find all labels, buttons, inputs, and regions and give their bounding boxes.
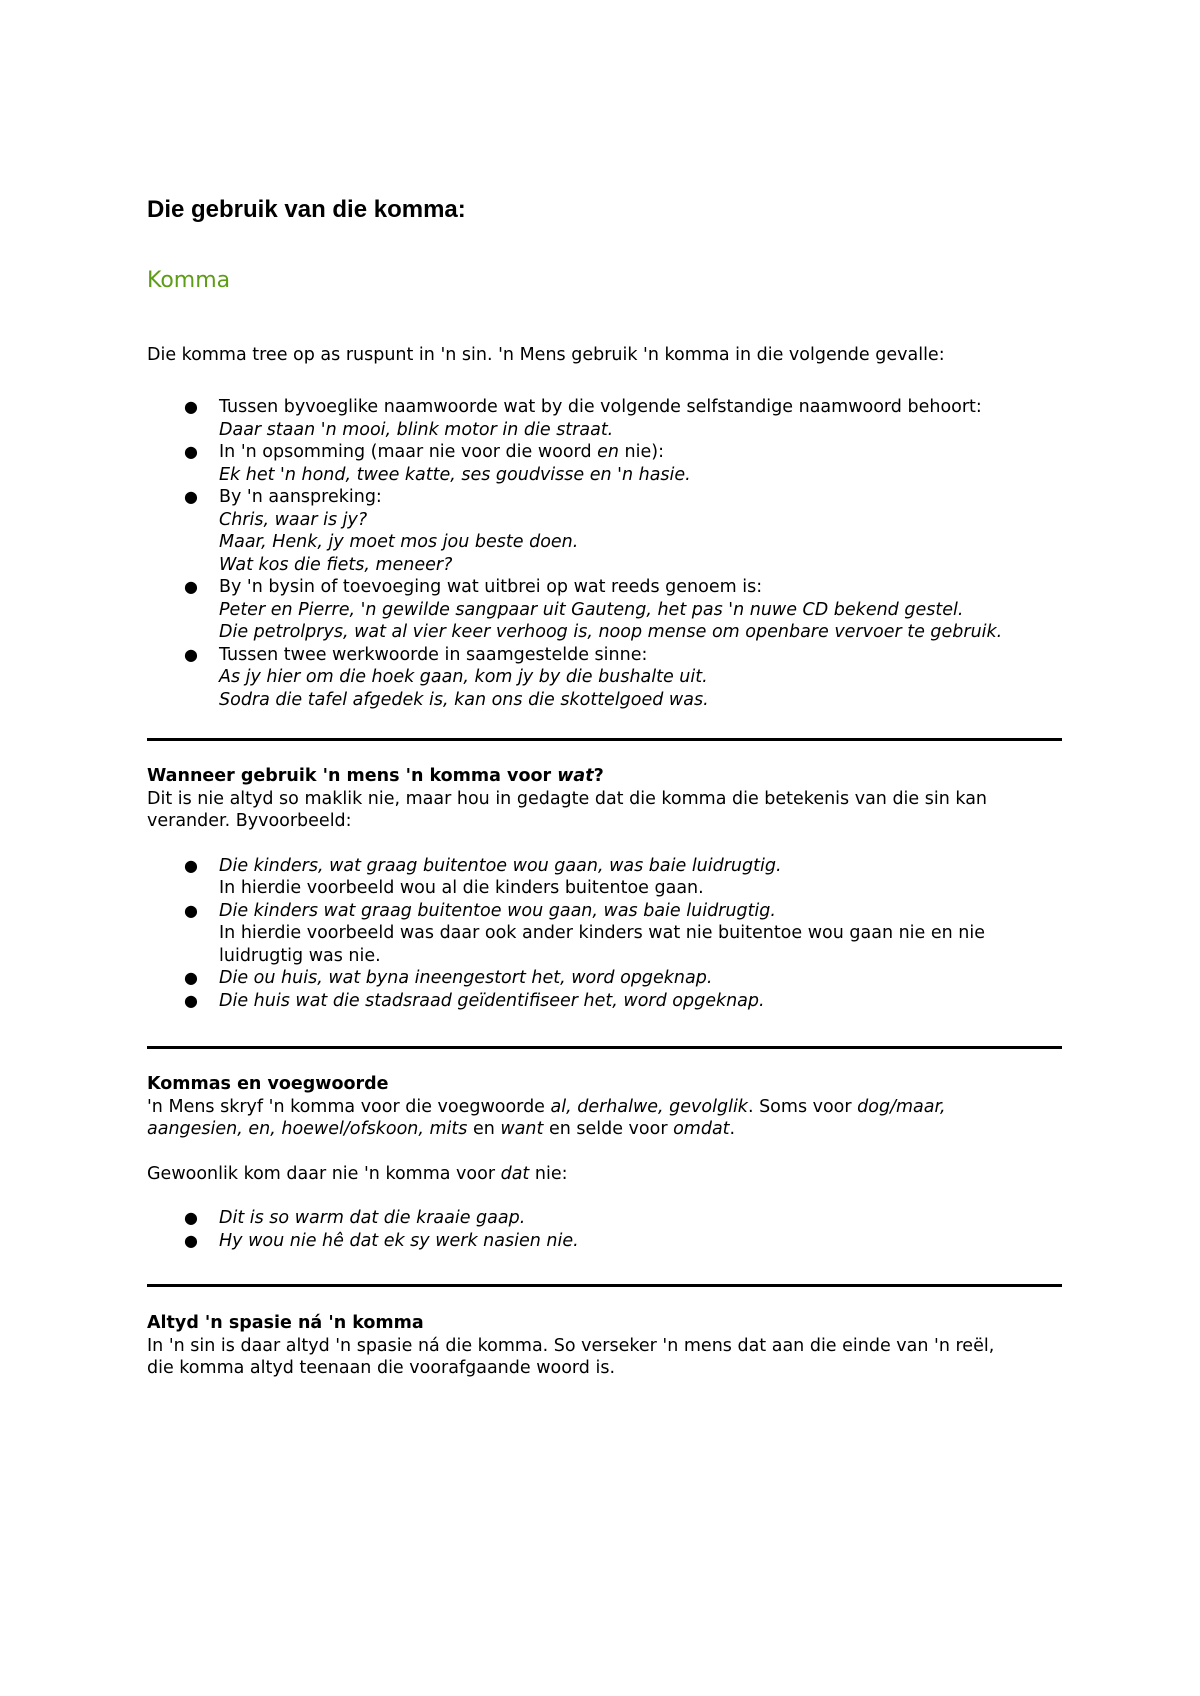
list-item (147, 486, 1062, 576)
emphasis-word: en (597, 442, 619, 462)
example-sentence: Maar, Henk, jy moet mos jou beste doen. (219, 532, 579, 552)
example-sentence: Die huis wat die stadsraad geïdentifiseer het, word opgeknap. (219, 990, 765, 1011)
section-divider (147, 1046, 1062, 1049)
bullet-icon: ● (184, 644, 198, 664)
heading-part: ? (593, 766, 604, 786)
text-part: en (467, 1119, 501, 1139)
example-sentence: Wat kos die fiets, meneer? (219, 554, 453, 575)
emphasis-words: omdat (673, 1119, 730, 1139)
emphasis-words: dog/maar, (857, 1096, 946, 1117)
list-item (147, 1230, 1062, 1253)
emphasis-words: aangesien, en, hoewel/ofskoon, mits (147, 1119, 468, 1139)
bullet-icon: ● (184, 397, 198, 416)
text-part: Gewoonlik kom daar nie 'n komma voor (147, 1163, 501, 1184)
page-title: Die gebruik van die komma: (147, 196, 466, 223)
example-sentence: Chris, waar is jy? (219, 509, 368, 530)
list-item-text (219, 441, 1062, 464)
bullet-icon: ● (184, 1230, 198, 1250)
example-sentence: Ek het 'n hond, twee katte, ses goudvisse en 'n hasie. (219, 464, 691, 485)
bullet-icon: ● (184, 855, 198, 875)
section-wat (147, 765, 1062, 1012)
list-item (147, 441, 1062, 486)
bullet-icon: ● (184, 900, 198, 920)
text-part: In 'n opsomming (maar nie voor die woord (219, 442, 598, 462)
list-item-text: Tussen byvoeglike naamwoorde wat by die volgende selfstandige naamwoord behoort: (219, 397, 982, 417)
text-part: nie): (618, 442, 664, 462)
paragraph-line: die komma altyd teenaan die voorafgaande woord is. (147, 1358, 616, 1378)
list-item (147, 1207, 1062, 1230)
comma-usage-list (147, 396, 1062, 711)
text-part: . (729, 1119, 736, 1139)
emphasis-words: want (500, 1119, 544, 1139)
wat-example-list (147, 855, 1062, 1013)
example-sentence: Hy wou nie hê dat ek sy werk nasien nie. (219, 1230, 579, 1251)
example-sentence: Peter en Pierre, 'n gewilde sangpaar uit Gauteng, het pas 'n nuwe CD bekend gestel. (219, 599, 964, 620)
explanation-line: luidrugtig was nie. (219, 945, 381, 966)
dat-example-list (147, 1207, 1062, 1252)
bullet-icon: ● (184, 990, 198, 1010)
bullet-icon: ● (184, 487, 198, 506)
example-sentence: Dit is so warm dat die kraaie gaap. (219, 1208, 526, 1228)
emphasis-word: dat (500, 1163, 530, 1184)
heading-part: Wanneer gebruik 'n mens 'n komma voor (147, 766, 558, 786)
intro-paragraph: Die komma tree op as ruspunt in 'n sin. 'n Mens gebruik 'n komma in die volgende gevalle: (147, 345, 945, 365)
paragraph-line (147, 1096, 1062, 1119)
explanation-line: In hierdie voorbeeld wou al die kinders buitentoe gaan. (219, 878, 704, 898)
section-heading: Kommas en voegwoorde (147, 1074, 389, 1094)
paragraph-line: Dit is nie altyd so maklik nie, maar hou in gedagte dat die komma die betekenis van die sin kan (147, 788, 988, 809)
list-item (147, 396, 1062, 441)
section-voegwoorde (147, 1073, 1062, 1252)
example-sentence: Die ou huis, wat byna ineengestort het, word opgeknap. (219, 968, 713, 988)
bullet-icon: ● (184, 968, 198, 987)
example-sentence: Die kinders, wat graag buitentoe wou gaan, was baie luidrugtig. (219, 855, 782, 876)
text-part: . Soms voor (747, 1096, 858, 1117)
list-item (147, 990, 1062, 1013)
bullet-icon: ● (184, 1208, 198, 1227)
text-part: nie: (529, 1163, 568, 1184)
paragraph-line (147, 1118, 1062, 1141)
list-item-text: By 'n aanspreking: (219, 487, 382, 507)
paragraph-line: In 'n sin is daar altyd 'n spasie ná die komma. So verseker 'n mens dat aan die einde van 'n reël, (147, 1335, 995, 1356)
list-item (147, 900, 1062, 968)
bullet-icon: ● (184, 577, 198, 596)
list-item (147, 967, 1062, 990)
list-item-text: By 'n bysin of toevoeging wat uitbrei op wat reeds genoem is: (219, 577, 763, 597)
page-subtitle: Komma (147, 268, 231, 293)
list-item (147, 644, 1062, 712)
example-sentence: Die petrolprys, wat al vier keer verhoog is, noop mense om openbare vervoer te gebruik. (219, 622, 1003, 642)
explanation-line: In hierdie voorbeeld was daar ook ander kinders wat nie buitentoe wou gaan nie en nie (219, 923, 986, 943)
paragraph-line (147, 1163, 1062, 1186)
paragraph-line: verander. Byvoorbeeld: (147, 811, 352, 831)
section-heading: Altyd 'n spasie ná 'n komma (147, 1313, 424, 1333)
example-sentence: Die kinders wat graag buitentoe wou gaan, was baie luidrugtig. (219, 900, 776, 921)
bullet-icon: ● (184, 442, 198, 461)
example-sentence: Daar staan 'n mooi, blink motor in die straat. (219, 419, 614, 440)
list-item (147, 576, 1062, 644)
section-heading (147, 765, 1062, 788)
emphasis-word: wat (557, 766, 594, 786)
section-spasie (147, 1312, 1062, 1380)
text-part: en selde voor (543, 1119, 674, 1139)
list-item (147, 855, 1062, 900)
emphasis-words: al, derhalwe, gevolglik (550, 1096, 748, 1117)
example-sentence: Sodra die tafel afgedek is, kan ons die skottelgoed was. (219, 689, 709, 710)
list-item-text: Tussen twee werkwoorde in saamgestelde sinne: (219, 644, 648, 665)
example-sentence: As jy hier om die hoek gaan, kom jy by die bushalte uit. (219, 667, 708, 687)
text-part: 'n Mens skryf 'n komma voor die voegwoorde (147, 1096, 551, 1117)
section-divider (147, 1284, 1062, 1287)
section-divider (147, 738, 1062, 741)
